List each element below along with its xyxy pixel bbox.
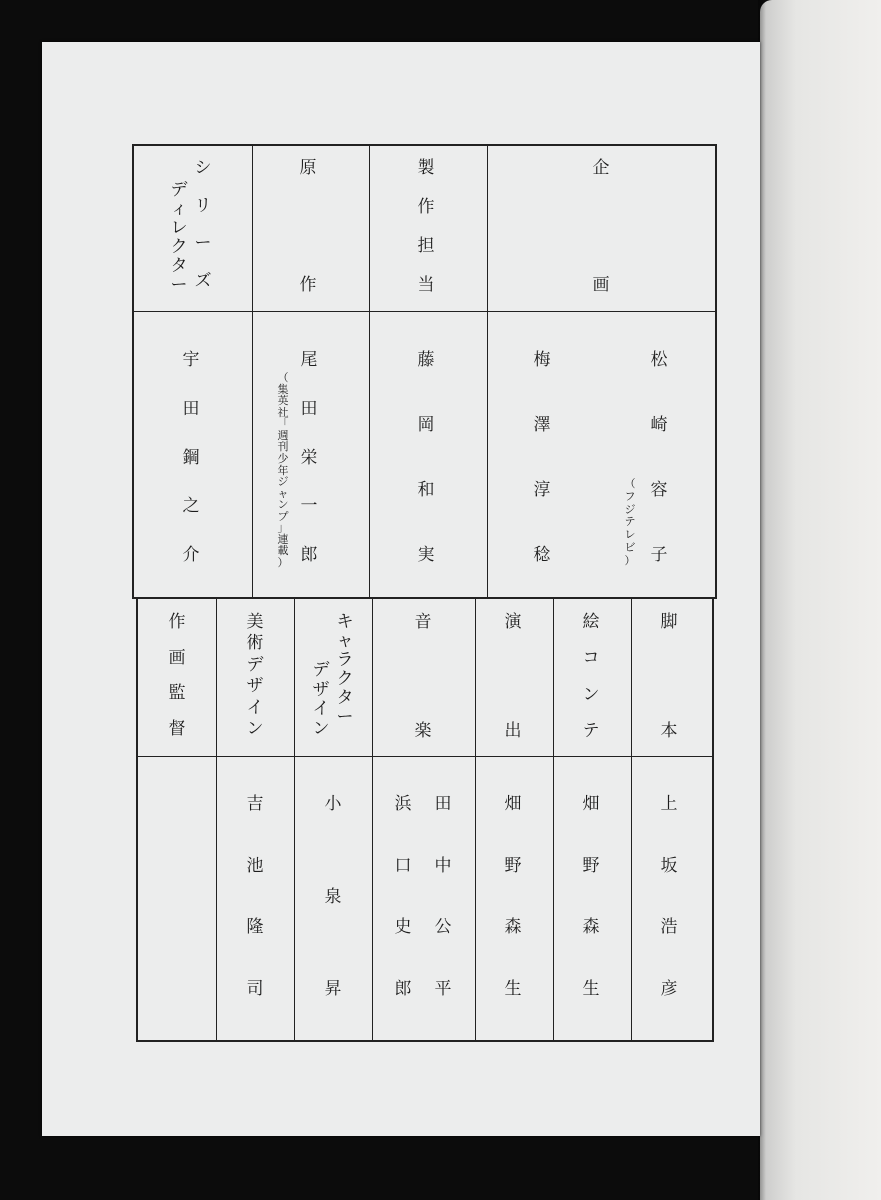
music-name-2: 浜 口 史 郎 (394, 794, 412, 999)
lower-row-divider (138, 756, 712, 757)
script-label: 脚 本 (660, 612, 678, 741)
lower-col-divider-6 (631, 599, 632, 1040)
upper-row-divider (134, 311, 715, 312)
planning-label: 企 画 (592, 158, 610, 295)
planning-note-1: （ フ ジ テ レ ビ ） (624, 477, 636, 567)
production-label: 製 作 担 当 (417, 158, 435, 295)
series-director-label-1: シ リ ー ズ (194, 158, 212, 291)
original-work-label: 原 作 (299, 158, 317, 295)
music-name-1: 田 中 公 平 (434, 794, 452, 999)
booklet-page (42, 42, 760, 1136)
animation-director-label: 作 画 監 督 (168, 612, 186, 739)
production-name: 藤 岡 和 実 (417, 350, 435, 565)
series-director-label-2: デ ィ レ ク タ ー (170, 180, 188, 295)
original-work-name: 尾 田 栄 一 郎 (300, 350, 318, 565)
art-design-label: 美 術 デ ザ イ ン (246, 612, 264, 739)
lower-col-divider-4 (475, 599, 476, 1040)
lower-col-divider-3 (372, 599, 373, 1040)
next-page-edge (760, 0, 881, 1200)
storyboard-name: 畑 野 森 生 (582, 794, 600, 999)
upper-col-divider-1 (252, 146, 253, 597)
planning-name-1: 松 崎 容 子 (650, 350, 668, 565)
storyboard-label: 絵 コ ン テ (582, 612, 600, 741)
lower-col-divider-2 (294, 599, 295, 1040)
script-name: 上 坂 浩 彦 (660, 794, 678, 999)
upper-col-divider-2 (369, 146, 370, 597)
art-design-name: 吉 池 隆 司 (246, 794, 264, 999)
character-design-label-2: デ ザ イ ン (312, 660, 330, 739)
planning-name-2: 梅 澤 淳 稔 (533, 350, 551, 565)
original-work-note: （ 集 英 社 「 週 刊 少 年 ジ ャ ン プ 」 連 載 ） (277, 371, 289, 569)
character-design-name: 小 泉 昇 (324, 794, 342, 999)
lower-col-divider-5 (553, 599, 554, 1040)
lower-col-divider-1 (216, 599, 217, 1040)
music-label: 音 楽 (414, 612, 432, 741)
upper-col-divider-3 (487, 146, 488, 597)
series-director-name: 宇 田 鋼 之 介 (182, 350, 200, 565)
episode-director-name: 畑 野 森 生 (504, 794, 522, 999)
episode-director-label: 演 出 (504, 612, 522, 741)
character-design-label-1: キ ャ ラ ク タ ー (336, 612, 354, 727)
